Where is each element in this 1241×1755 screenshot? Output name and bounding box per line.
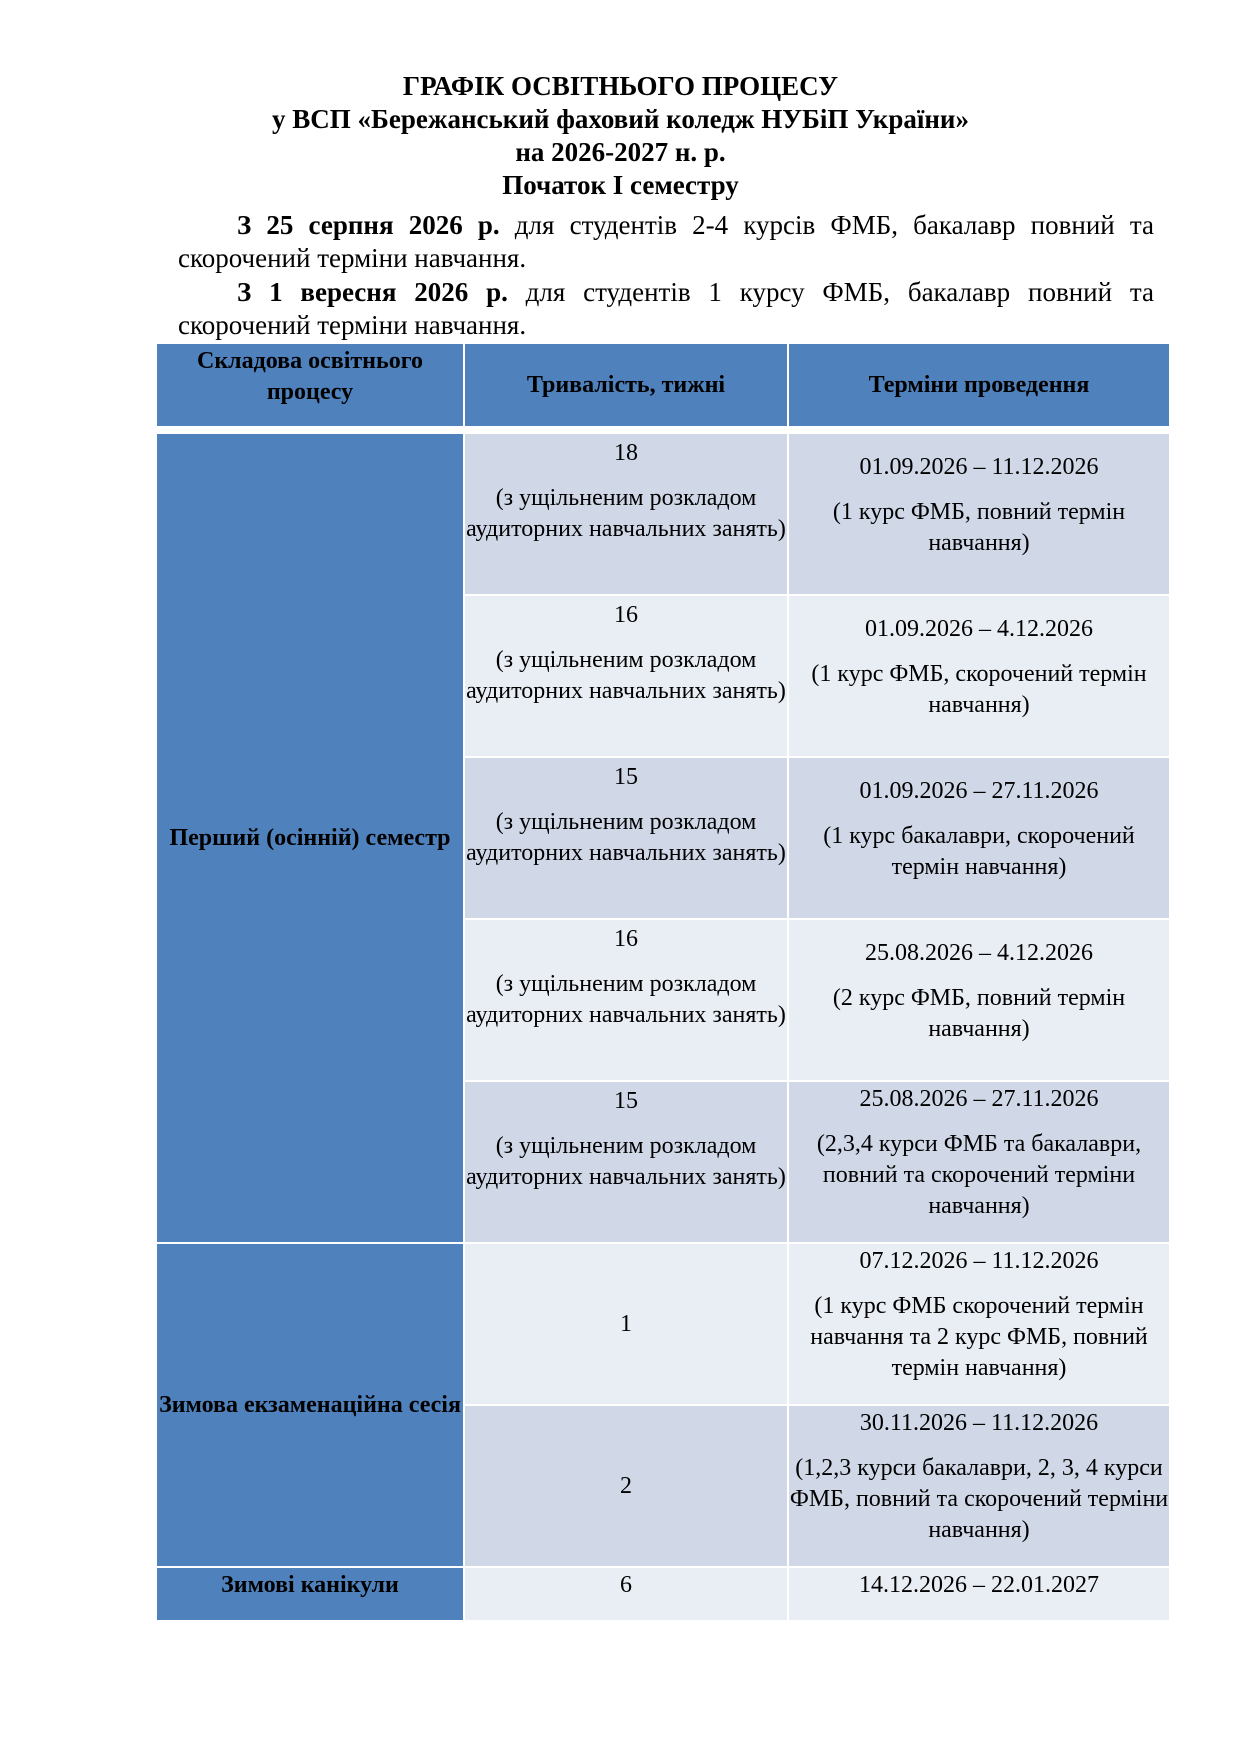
date-range: 14.12.2026 – 22.01.2027 [859, 1572, 1099, 1598]
intro-paragraph-1 [178, 209, 1154, 275]
dates-cell [788, 1243, 1170, 1405]
table-row [156, 433, 1170, 595]
dates-cell [788, 757, 1170, 919]
semester-label: Перший (осінній) семестр [169, 824, 451, 851]
group-note: (2,3,4 курси ФМБ та бакалаври, повний та скорочений терміни навчання) [816, 1131, 1142, 1219]
weeks-note: (з ущільненим розкладом аудиторних навчальних занять) [466, 809, 786, 866]
dates-cell [788, 919, 1170, 1081]
weeks-note: (з ущільненим розкладом аудиторних навчальних занять) [466, 647, 786, 704]
semester-start-heading: Початок І семестру [502, 170, 739, 200]
weeks-value: 16 [614, 602, 638, 628]
date-range: 25.08.2026 – 27.11.2026 [859, 1086, 1099, 1112]
weeks-note: (з ущільненим розкладом аудиторних навчальних занять) [466, 971, 786, 1028]
duration-cell [464, 595, 788, 757]
document-header [0, 70, 1241, 202]
weeks-note: (з ущільненим розкладом аудиторних навчальних занять) [466, 1133, 786, 1190]
duration-cell [464, 1567, 788, 1621]
dates-cell [788, 595, 1170, 757]
weeks-value: 15 [614, 1088, 638, 1114]
group-note: (1,2,3 курси бакалаври, 2, 3, 4 курси ФМБ, повний та скорочений терміни навчання) [789, 1455, 1169, 1543]
date-range: 01.09.2026 – 27.11.2026 [859, 778, 1099, 804]
session-label: Зимова екзаменаційна сесія [159, 1391, 461, 1418]
dates-cell [788, 1081, 1170, 1243]
dates-cell [788, 1405, 1170, 1567]
date-range: 25.08.2026 – 4.12.2026 [865, 940, 1093, 966]
academic-year: на 2026-2027 н. р. [515, 137, 726, 167]
table-row [156, 1567, 1170, 1621]
date-range: 07.12.2026 – 11.12.2026 [859, 1248, 1099, 1274]
date-range: 01.09.2026 – 11.12.2026 [859, 454, 1099, 480]
holidays-label: Зимові канікули [221, 1572, 399, 1598]
table-header-row [156, 343, 1170, 427]
duration-cell [464, 919, 788, 1081]
group-note: (1 курс бакалаври, скорочений термін навчання) [823, 823, 1135, 880]
intro-date: З 25 серпня 2026 р. [237, 210, 500, 240]
group-note: (1 курс ФМБ скорочений термін навчання та 2 курс ФМБ, повний термін навчання) [810, 1293, 1148, 1381]
column-header-dates: Терміни проведення [788, 343, 1170, 427]
institution-name: у ВСП «Бережанський фаховий коледж НУБіП України» [272, 104, 969, 134]
duration-cell [464, 1081, 788, 1243]
schedule-table [155, 342, 1171, 1622]
intro-text: для студентів 2-4 курсів ФМБ, бакалавр повний та скорочений терміни навчання. [178, 210, 1154, 273]
intro-text: для студентів 1 курсу ФМБ, бакалавр повний та скорочений терміни навчання. [178, 277, 1154, 340]
document-title: ГРАФІК ОСВІТНЬОГО ПРОЦЕСУ [402, 71, 839, 101]
weeks-value: 16 [614, 926, 638, 952]
weeks-value: 1 [620, 1310, 632, 1337]
session-label-cell [156, 1243, 464, 1567]
group-note: (1 курс ФМБ, скорочений термін навчання) [811, 661, 1147, 718]
weeks-note: (з ущільненим розкладом аудиторних навчальних занять) [466, 485, 786, 542]
dates-cell [788, 433, 1170, 595]
holidays-label-cell [156, 1567, 464, 1621]
date-range: 30.11.2026 – 11.12.2026 [859, 1410, 1099, 1436]
table-row [156, 1243, 1170, 1405]
group-note: (1 курс ФМБ, повний термін навчання) [832, 499, 1126, 556]
intro-paragraph-2 [178, 276, 1154, 342]
weeks-value: 15 [614, 764, 638, 790]
weeks-value: 18 [614, 440, 638, 466]
duration-cell [464, 433, 788, 595]
column-header-component: Складова освітнього процесу [156, 343, 464, 427]
column-header-duration: Тривалість, тижні [464, 343, 788, 427]
date-range: 01.09.2026 – 4.12.2026 [865, 616, 1093, 642]
duration-cell [464, 1405, 788, 1567]
duration-cell [464, 1243, 788, 1405]
semester-label-cell [156, 433, 464, 1243]
intro-date: З 1 вересня 2026 р. [237, 277, 508, 307]
duration-cell [464, 757, 788, 919]
group-note: (2 курс ФМБ, повний термін навчання) [832, 985, 1126, 1042]
weeks-value: 2 [620, 1472, 632, 1499]
weeks-value: 6 [620, 1572, 632, 1598]
dates-cell [788, 1567, 1170, 1621]
